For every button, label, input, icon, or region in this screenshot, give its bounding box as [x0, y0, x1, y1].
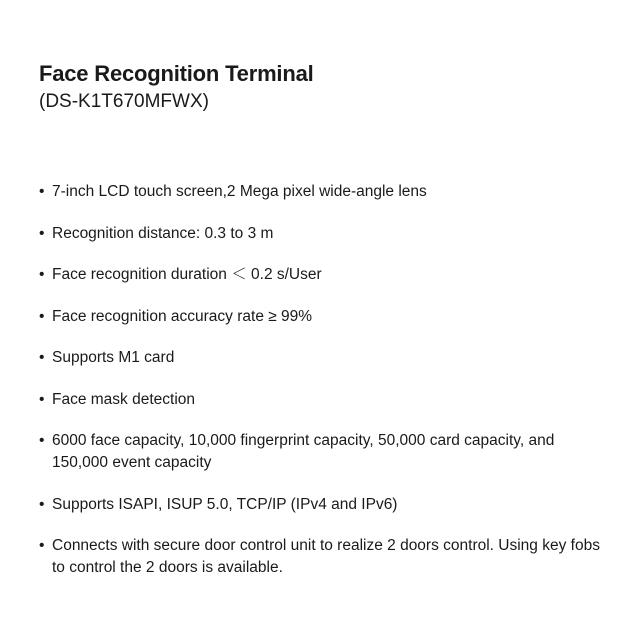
- product-model: (DS-K1T670MFWX): [39, 91, 209, 112]
- feature-text: 7-inch LCD touch screen,2 Mega pixel wide-angle lens: [52, 183, 427, 200]
- bullet-icon: •: [39, 183, 45, 200]
- feature-text: Supports M1 card: [52, 349, 175, 366]
- bullet-icon: •: [39, 537, 45, 554]
- bullet-icon: •: [39, 390, 45, 408]
- feature-item: [39, 430, 609, 474]
- feature-item: [39, 494, 609, 516]
- bullet-icon: •: [39, 495, 45, 513]
- bullet-icon: •: [39, 266, 45, 283]
- feature-item: [39, 347, 609, 369]
- feature-item: [39, 264, 609, 286]
- feature-list: [39, 181, 609, 599]
- feature-text: Connects with secure door control unit to realize 2 doors control. Using key fobs to control the 2 doors is available.: [52, 537, 600, 576]
- bullet-icon: •: [39, 224, 45, 242]
- bullet-icon: •: [39, 432, 45, 449]
- feature-item: [39, 306, 609, 328]
- product-title: Face Recognition Terminal: [39, 61, 314, 86]
- feature-text: Face mask detection: [52, 390, 196, 408]
- feature-item: [39, 389, 609, 411]
- feature-text: Supports ISAPI, ISUP 5.0, TCP/IP (IPv4 and IPv6): [52, 495, 398, 513]
- feature-text: Face recognition accuracy rate ≥ 99%: [52, 307, 313, 325]
- bullet-icon: •: [39, 307, 45, 325]
- bullet-icon: •: [39, 349, 45, 366]
- feature-item: [39, 223, 609, 245]
- feature-text: 6000 face capacity, 10,000 fingerprint capacity, 50,000 card capacity, and 150,000 event capacity: [52, 432, 555, 471]
- feature-item: [39, 535, 609, 579]
- feature-item: [39, 181, 609, 203]
- feature-text: Face recognition duration ＜ 0.2 s/User: [52, 266, 322, 283]
- feature-text: Recognition distance: 0.3 to 3 m: [52, 224, 274, 242]
